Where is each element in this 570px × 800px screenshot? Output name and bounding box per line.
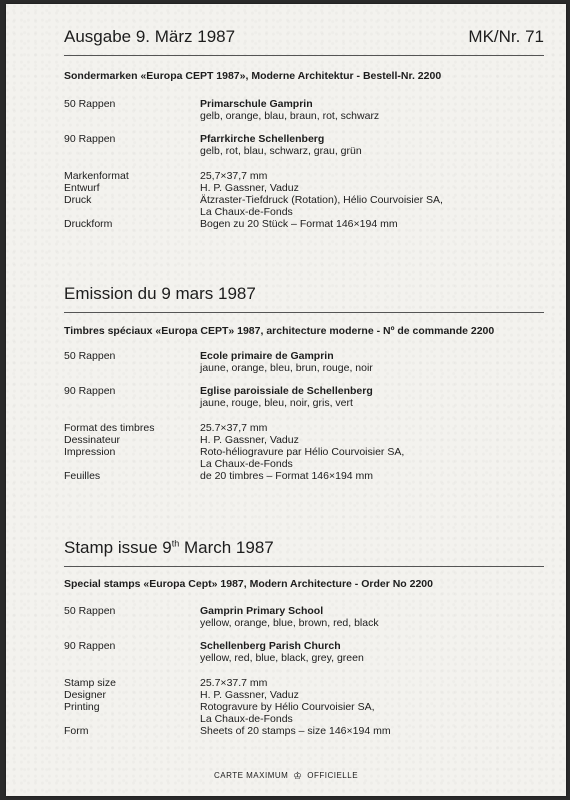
detail-label: Druckform [64,218,113,230]
detail-value: La Chaux-de-Fonds [200,713,293,725]
stamp-colors: yellow, red, blue, black, grey, green [200,652,364,664]
stamp-name: Gamprin Primary School [200,605,324,617]
section-title [64,538,274,558]
detail-value: H. P. Gassner, Vaduz [200,434,299,446]
divider [64,312,544,313]
stamp-name: Pfarrkirche Schellenberg [200,133,325,145]
stamp-info [200,350,373,374]
section-subtitle: Timbres spéciaux «Europa CEPT» 1987, architecture moderne - Nº de commande 2200 [64,325,495,337]
detail-label: Druck [64,194,92,206]
section-subtitle: Sondermarken «Europa CEPT 1987», Moderne Architektur - Bestell-Nr. 2200 [64,70,442,82]
crown-icon: ♔ [293,771,303,782]
section-subtitle: Special stamps «Europa Cept» 1987, Modern Architecture - Order No 2200 [64,578,433,590]
detail-value: La Chaux-de-Fonds [200,206,293,218]
stamp-name: Eglise paroissiale de Schellenberg [200,385,373,397]
detail-label: Format des timbres [64,422,155,434]
stamp-colors: gelb, orange, blau, braun, rot, schwarz [200,110,380,122]
stamp-value: 90 Rappen [64,640,116,652]
stamp-colors: gelb, rot, blau, schwarz, grau, grün [200,145,362,157]
detail-value: Sheets of 20 stamps – size 146×194 mm [200,725,391,737]
stamp-colors: yellow, orange, blue, brown, red, black [200,617,379,629]
detail-label: Stamp size [64,677,116,689]
stamp-info [200,605,379,629]
detail-value: Bogen zu 20 Stück – Format 146×194 mm [200,218,398,230]
detail-value: Roto-héliogravure par Hélio Courvoisier SA, [200,446,405,458]
stamp-colors: jaune, orange, bleu, brun, rouge, noir [200,362,373,374]
detail-label: Form [64,725,89,737]
detail-value: de 20 timbres – Format 146×194 mm [200,470,374,482]
stamp-name: Primarschule Gamprin [200,98,313,110]
divider [64,55,544,56]
stamp-value: 90 Rappen [64,385,116,397]
title-superscript: th [171,538,180,549]
stamp-info [200,133,362,157]
detail-label: Feuilles [64,470,101,482]
footer-text: OFFICIELLE [307,771,359,780]
stamp-info [200,640,364,664]
stamp-value: 90 Rappen [64,133,116,145]
stamp-info [200,385,373,409]
detail-label: Entwurf [64,182,100,194]
stamp-name: Schellenberg Parish Church [200,640,341,652]
stamp-value: 50 Rappen [64,98,116,110]
detail-value: H. P. Gassner, Vaduz [200,689,299,701]
detail-label: Markenformat [64,170,129,182]
detail-value: Ätzraster-Tiefdruck (Rotation), Hélio Courvoisier SA, [200,194,443,206]
document-card [6,4,566,796]
stamp-value: 50 Rappen [64,605,116,617]
detail-label: Dessinateur [64,434,121,446]
detail-value: H. P. Gassner, Vaduz [200,182,299,194]
section-title: Emission du 9 mars 1987 [64,284,256,303]
detail-label: Printing [64,701,100,713]
title-text: March 1987 [179,538,274,557]
detail-label: Impression [64,446,116,458]
detail-value: 25,7×37,7 mm [200,170,268,182]
divider [64,566,544,567]
section-title: Ausgabe 9. März 1987 [64,27,236,46]
detail-value: Rotogravure by Hélio Courvoisier SA, [200,701,375,713]
footer-text: CARTE MAXIMUM [213,771,289,780]
title-text: Stamp issue 9 [64,538,172,557]
detail-value: La Chaux-de-Fonds [200,458,293,470]
stamp-name: Ecole primaire de Gamprin [200,350,334,362]
reference-number: MK/Nr. 71 [468,27,544,46]
stamp-info [200,98,379,122]
detail-value: 25.7×37.7 mm [200,677,268,689]
stamp-colors: jaune, rouge, bleu, noir, gris, vert [200,397,353,409]
card-footer [6,771,566,782]
detail-value: 25.7×37,7 mm [200,422,268,434]
stamp-value: 50 Rappen [64,350,116,362]
detail-label: Designer [64,689,107,701]
